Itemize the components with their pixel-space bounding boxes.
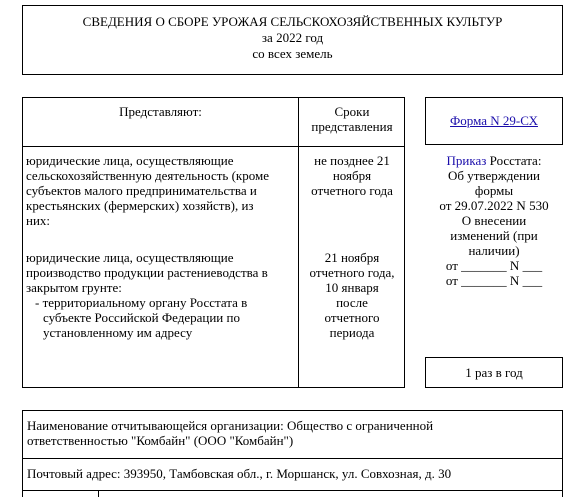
form-number-box — [425, 97, 563, 145]
header-divider — [23, 146, 404, 147]
order-info: Приказ Росстата: Об утверждении формы от 29.07.2022 N 530 О внесении изменений (при наличии) от _______ N ___ от _______ N ___ — [439, 153, 549, 288]
row-divider — [23, 458, 562, 459]
organization-table — [22, 410, 563, 497]
deadline-1: не позднее 21 ноября отчетного года — [311, 153, 393, 198]
form-link[interactable]: Форма N 29-СХ — [450, 113, 538, 128]
respondents-table — [22, 97, 405, 388]
respondents-block-1: юридические лица, осуществляющие сельскохозяйственную деятельность (кроме субъектов малого предпринимательства и крестьянских (фермерских) хозяйств), из них: — [26, 153, 269, 228]
frequency-box — [425, 357, 563, 388]
report-header — [22, 5, 563, 75]
report-scope: со всех земель — [252, 46, 333, 61]
column-divider — [98, 490, 99, 497]
report-title: СВЕДЕНИЯ О СБОРЕ УРОЖАЯ СЕЛЬСКОХОЗЯЙСТВЕННЫХ КУЛЬТУР — [82, 14, 503, 29]
respondents-column-header: Представляют: — [119, 104, 202, 119]
report-year: за 2022 год — [261, 30, 324, 45]
deadline-column-header: Сроки представления — [311, 104, 393, 134]
respondents-block-2: юридические лица, осуществляющие производство продукции растениеводства в закрытом грунте: - территориальному органу Росстата в субъекте Российской Федерации по установленному им адресу — [26, 250, 268, 340]
deadline-2: 21 ноября отчетного года, 10 января после отчетного периода — [309, 250, 395, 340]
frequency-text: 1 раз в год — [465, 364, 523, 380]
postal-address: Почтовый адрес: 393950, Тамбовская обл., г. Моршанск, ул. Совхозная, д. 30 — [27, 466, 452, 481]
column-divider — [298, 98, 299, 387]
row-divider — [23, 490, 562, 491]
organization-name: Наименование отчитывающейся организации: Общество с ограниченной ответственностью "Комбайн" (ООО "Комбайн") — [27, 418, 434, 448]
order-link[interactable]: Приказ — [446, 153, 487, 168]
